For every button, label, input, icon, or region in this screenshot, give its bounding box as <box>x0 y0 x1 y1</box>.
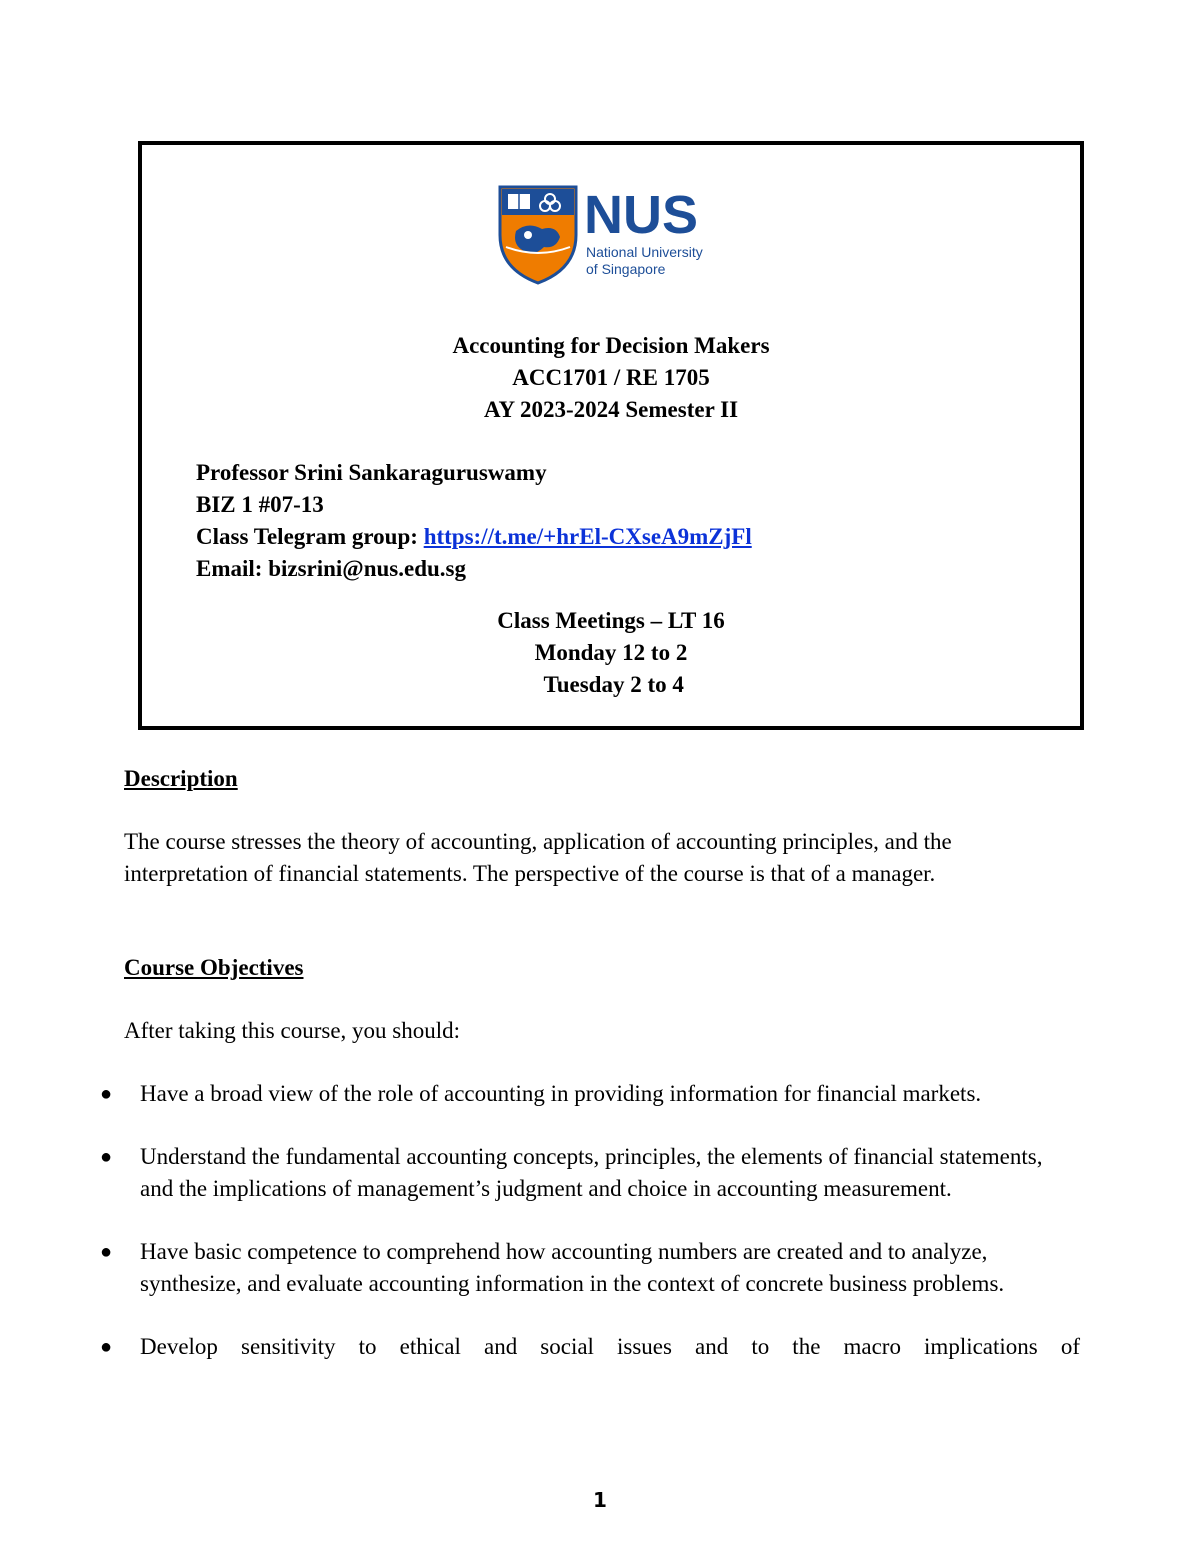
email-line: Email: bizsrini@nus.edu.sg <box>196 556 466 581</box>
description-text: The course stresses the theory of accounting, application of accounting principles, and the interpretation of financial statements. The perspective of the course is that of a manager. <box>124 829 952 886</box>
nus-wordmark: NUS <box>584 185 699 245</box>
meeting-tuesday: Tuesday 2 to 4 <box>538 672 684 697</box>
course-code: ACC1701 / RE 1705 <box>512 365 710 390</box>
objective-text: Have a broad view of the role of accounting in providing information for financial markets. <box>140 1081 982 1106</box>
course-title-block <box>142 330 1080 426</box>
course-title: Accounting for Decision Makers <box>452 333 770 358</box>
office-location: BIZ 1 #07-13 <box>196 492 324 517</box>
bullet-icon: ● <box>100 1083 113 1105</box>
objective-text: Develop sensitivity to ethical and social issues and to the macro implications of <box>140 1334 1080 1359</box>
meetings-location: Class Meetings – LT 16 <box>497 608 725 633</box>
term: AY 2023-2024 Semester II <box>483 397 739 422</box>
objectives-intro: After taking this course, you should: <box>124 1018 461 1043</box>
nus-name-line2: of Singapore <box>586 261 666 277</box>
meetings-block <box>142 605 1080 701</box>
telegram-link[interactable]: https://t.me/+hrEl-CXseA9mZjFl <box>423 524 752 549</box>
meeting-monday: Monday 12 to 2 <box>534 640 688 665</box>
bullet-icon: ● <box>100 1336 113 1358</box>
nus-name-line1: National University <box>586 244 703 260</box>
professor-name: Professor Srini Sankaraguruswamy <box>196 460 547 485</box>
objective-text: Have basic competence to comprehend how accounting numbers are created and to analyze, synthesize, and evaluate accounting information in the context of concrete business problems. <box>140 1239 1005 1296</box>
telegram-line <box>196 521 752 553</box>
list-item <box>100 1078 1080 1110</box>
telegram-label: Class Telegram group: <box>196 524 424 549</box>
bullet-icon: ● <box>100 1241 113 1263</box>
list-item <box>100 1236 1080 1300</box>
objectives-heading: Course Objectives <box>124 955 304 980</box>
nus-crest-icon <box>498 185 718 285</box>
description-heading: Description <box>124 766 238 791</box>
course-header-box <box>138 141 1084 730</box>
instructor-block <box>196 457 752 585</box>
nus-logo <box>498 185 718 285</box>
page-number: 1 <box>593 1488 607 1512</box>
objectives-list <box>100 1078 1080 1394</box>
objective-text: Understand the fundamental accounting concepts, principles, the elements of financial statements, and the implications of management’s judgment and choice in accounting measurement. <box>140 1144 1043 1201</box>
list-item <box>100 1331 1080 1363</box>
bullet-icon: ● <box>100 1146 113 1168</box>
list-item <box>100 1141 1080 1205</box>
